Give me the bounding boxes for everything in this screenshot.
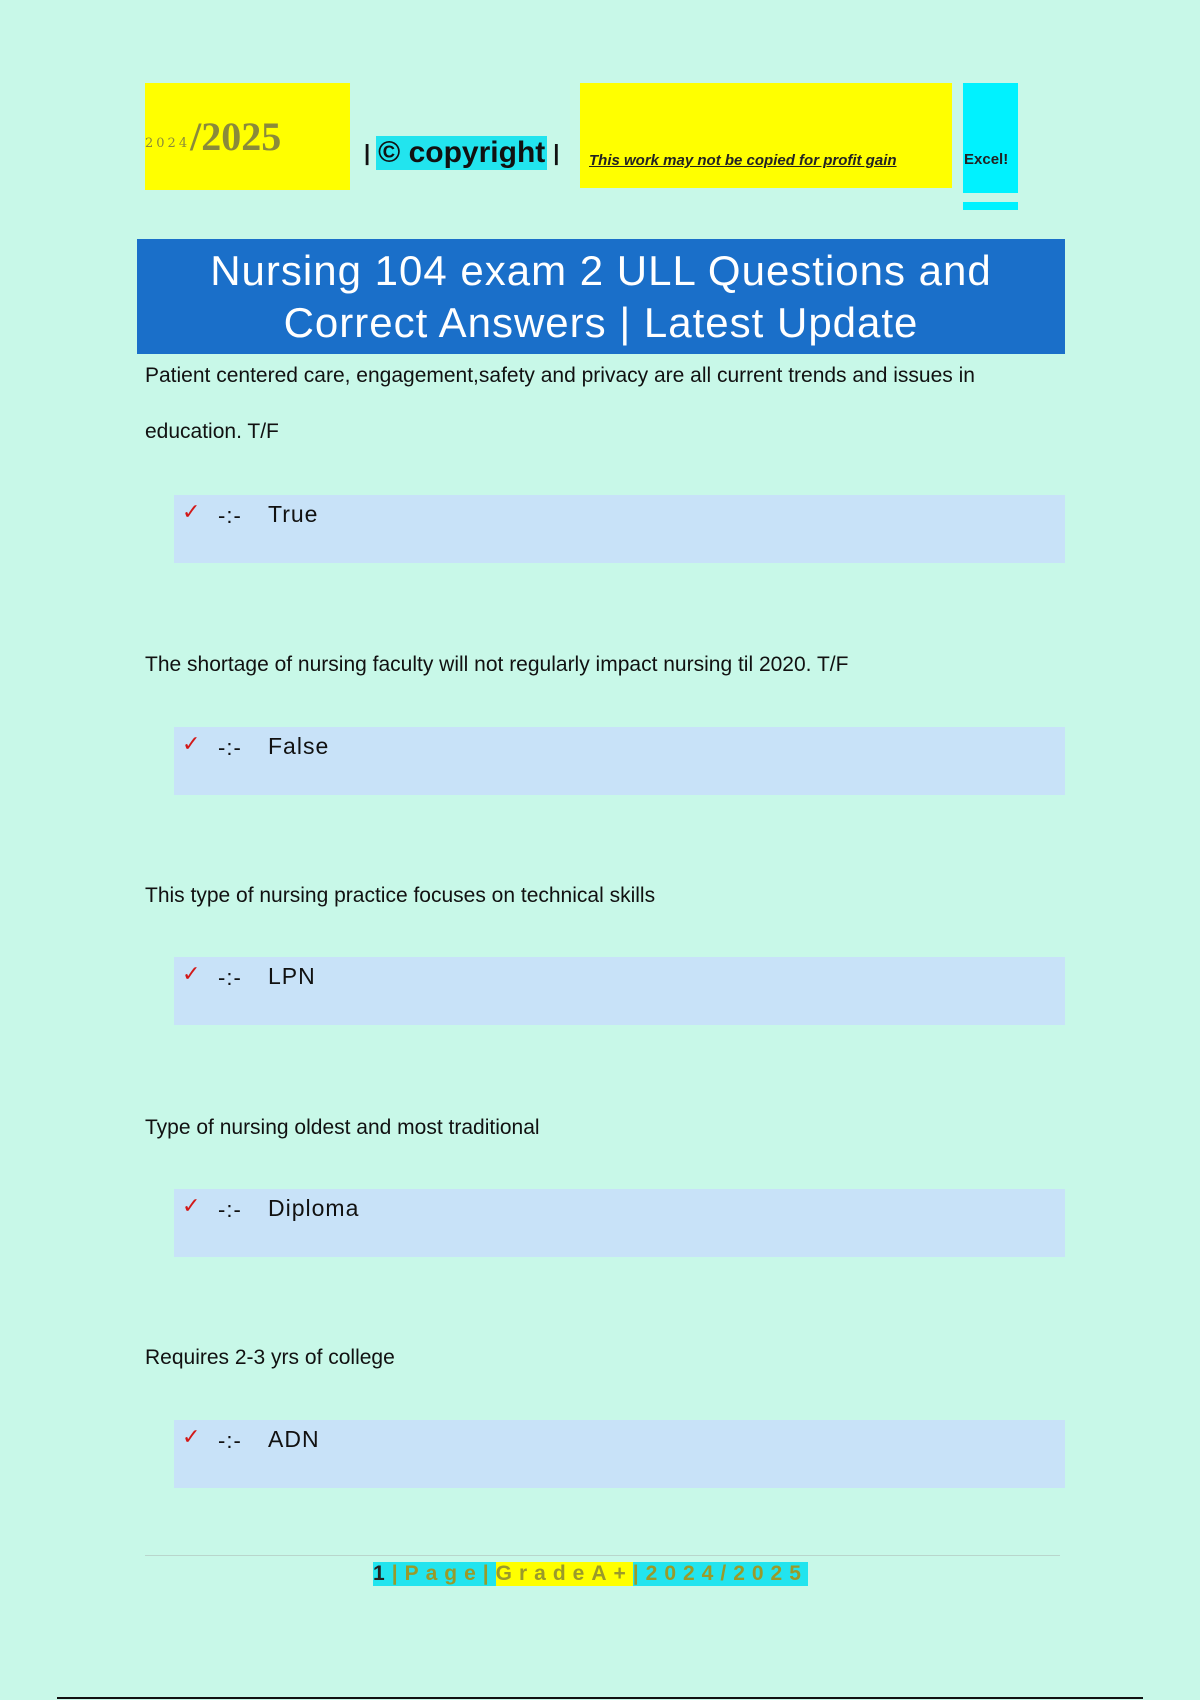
answer-text-2: False [268,733,330,759]
answer-text-4: Diploma [268,1195,360,1221]
title-line-1: Nursing 104 exam 2 ULL Questions and [210,246,992,294]
check-icon: ✓ [182,731,201,756]
page-label: |Page| [391,1562,496,1585]
question-2: The shortage of nursing faculty will not regularly impact nursing til 2020. T/F [145,653,849,676]
footer-year: |2024/2025 [632,1562,808,1585]
answer-separator: -:- [218,1197,242,1222]
answer-text-1: True [268,501,319,527]
answer-box-1 [174,495,1065,563]
answer-box-5 [174,1420,1065,1488]
copyright-label [358,133,565,173]
page-bottom-rule [57,1697,1143,1699]
answer-text-3: LPN [268,963,316,989]
answer-separator: -:- [218,1428,242,1453]
grade-label: GradeA+ [495,1562,633,1585]
question-1: Patient centered care, engagement,safety and privacy are all current trends and issues in education. T/F [145,364,975,443]
answer-separator: -:- [218,735,242,760]
answer-text-5: ADN [268,1426,320,1452]
answer-separator: -:- [218,965,242,990]
page-footer [373,1559,808,1589]
footer-divider [145,1555,1060,1556]
answer-box-3 [174,957,1065,1025]
excel-text: Excel! [964,151,1009,168]
pipe-left: | [364,140,371,165]
title-line-2: Correct Answers | Latest Update [283,298,919,346]
pipe-right: | [553,140,560,165]
copy-warning-text: This work may not be copied for profit gain [589,152,897,169]
check-icon: ✓ [182,961,201,986]
question-5: Requires 2-3 yrs of college [145,1346,395,1369]
page-title [210,245,992,349]
answer-separator: -:- [218,503,242,528]
check-icon: ✓ [182,1193,201,1218]
answer-box-2 [174,727,1065,795]
year-end: /2025 [190,114,282,159]
question-4: Type of nursing oldest and most traditional [145,1116,540,1139]
copy-warning-box [580,83,952,188]
page-number: 1 [373,1562,392,1585]
title-banner [137,239,1065,354]
question-3: This type of nursing practice focuses on technical skills [145,884,656,907]
check-icon: ✓ [182,1424,201,1449]
copyright-text: © copyright [378,136,546,169]
answer-box-4 [174,1189,1065,1257]
excel-badge [963,83,1018,193]
check-icon: ✓ [182,499,201,524]
excel-underline [963,202,1018,210]
year-start: 2024 [145,136,191,151]
year-badge [145,83,350,190]
